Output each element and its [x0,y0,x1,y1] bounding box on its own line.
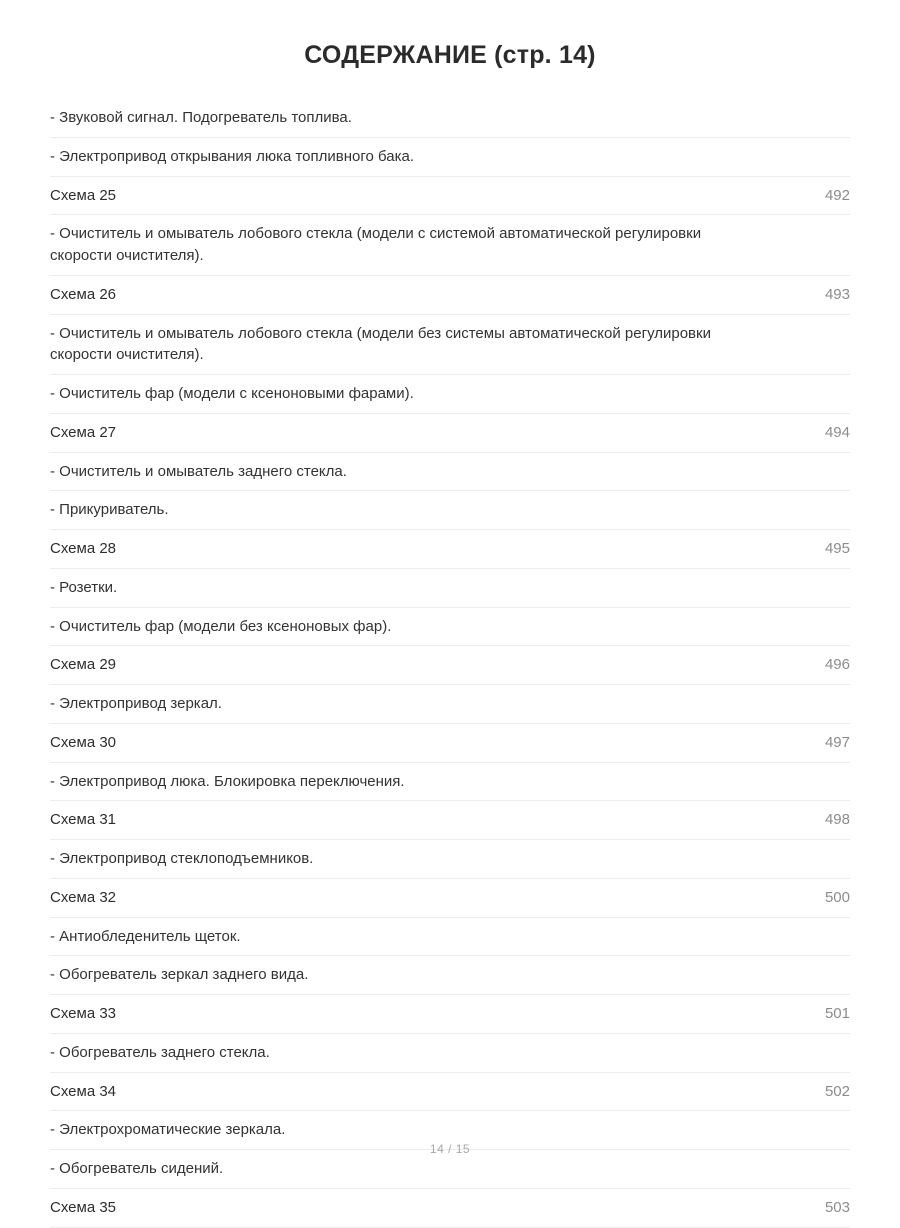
toc-row-page-number: 501 [824,1005,850,1022]
toc-section-row[interactable] [50,995,850,1034]
toc-section-row[interactable] [50,530,850,569]
toc-row-label: - Электропривод зеркал. [50,695,222,712]
toc-entry-row[interactable] [50,956,850,995]
toc-section-row[interactable] [50,276,850,315]
toc-section-row[interactable] [50,879,850,918]
toc-row-page-number: 502 [824,1082,850,1100]
toc-section-row[interactable] [50,646,850,685]
toc-row-label: Схема 30 [50,733,117,751]
toc-row-label: Схема 27 [50,423,117,441]
toc-entry-row[interactable] [50,918,850,957]
toc-entry-row[interactable] [50,569,850,608]
toc-row-label: - Электропривод открывания люка топливного бака. [50,147,415,165]
toc-entry-row[interactable] [50,98,850,138]
toc-section-row[interactable] [50,414,850,453]
toc-entry-row[interactable] [50,491,850,530]
toc-row-label: Схема 25 [50,186,117,204]
toc-row-label: - Электропривод стеклоподъемников. [50,850,314,867]
toc-row-label: Схема 32 [50,888,117,906]
toc-row-label: Схема 28 [50,540,117,557]
toc-row-page-number: 496 [824,656,850,674]
toc-entry-row[interactable] [50,215,850,276]
toc-row-label: - Очиститель и омыватель лобового стекла (модели с системой автоматической регулировки скорости очистителя). [50,225,702,264]
toc-row-label: Схема 29 [50,656,117,674]
toc-row-label: - Очиститель фар (модели без ксеноновых фар). [50,617,392,635]
toc-row-page-number: 494 [824,423,850,441]
toc-row-label: - Антиобледенитель щеток. [50,927,241,945]
toc-row-label: - Очиститель фар (модели с ксеноновыми фарами). [50,385,414,402]
toc-row-page-number: 493 [824,285,850,303]
toc-section-row[interactable] [50,1073,850,1112]
table-of-contents [50,98,850,1228]
toc-row-page-number: 500 [824,888,850,906]
toc-row-label: Схема 34 [50,1082,117,1100]
toc-row-page-number: 497 [824,733,850,751]
toc-entry-row[interactable] [50,1034,850,1073]
toc-row-label: - Звуковой сигнал. Подогреватель топлива. [50,109,352,126]
toc-row-page-number: 492 [824,186,850,204]
toc-entry-row[interactable] [50,763,850,802]
toc-section-row[interactable] [50,724,850,763]
page-title: СОДЕРЖАНИЕ (стр. 14) [304,41,596,69]
toc-row-label: - Обогреватель сидений. [50,1160,224,1177]
toc-entry-row[interactable] [50,453,850,492]
toc-row-label: Схема 26 [50,285,117,303]
toc-entry-row[interactable] [50,840,850,879]
page-footer: 14 / 15 [429,1142,471,1156]
toc-row-label: - Обогреватель зеркал заднего вида. [50,966,309,984]
toc-row-label: - Очиститель и омыватель лобового стекла (модели без системы автоматической регулировки скорости очистителя). [50,324,711,364]
toc-row-label: Схема 35 [50,1198,117,1216]
toc-entry-row[interactable] [50,685,850,724]
toc-entry-row[interactable] [50,138,850,177]
toc-section-row[interactable] [50,1189,850,1228]
toc-row-label: - Очиститель и омыватель заднего стекла. [50,462,347,480]
toc-row-label: - Прикуриватель. [50,501,169,519]
toc-entry-row[interactable] [50,315,850,376]
toc-row-label: - Обогреватель заднего стекла. [50,1043,270,1061]
toc-row-page-number: 495 [824,540,850,557]
toc-section-row[interactable] [50,177,850,216]
toc-row-label: - Электрохроматические зеркала. [50,1121,286,1139]
toc-row-page-number: 503 [824,1198,850,1216]
toc-row-label: Схема 31 [50,811,117,829]
toc-entry-row[interactable] [50,375,850,414]
toc-row-label: - Розетки. [50,578,118,596]
toc-row-label: Схема 33 [50,1005,117,1022]
toc-entry-row[interactable] [50,608,850,647]
toc-row-label: - Электропривод люка. Блокировка переключения. [50,772,405,790]
toc-row-page-number: 498 [824,811,850,829]
toc-section-row[interactable] [50,801,850,840]
